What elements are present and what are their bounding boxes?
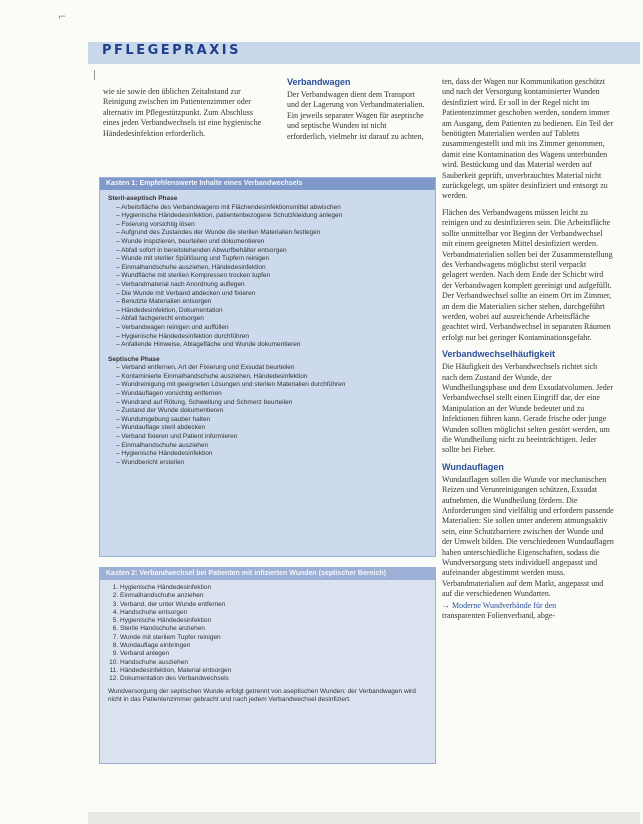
list-item: – Abfall fachgerecht entsorgen [116, 315, 427, 324]
section-heading-haeufigkeit: Verbandwechselhäufigkeit [442, 349, 556, 360]
list-item: – Benutzte Materialien entsorgen [116, 298, 427, 307]
box1-list-2 [108, 364, 427, 467]
corner-mark: ⌐ [58, 12, 67, 23]
col1-paragraph: wie sie sowie den üblichen Zeitabstand zur Reinigung zwischen im Patientenzimmer oder alternativ im Pflegestützpunkt. Zum Abschluss eines jeden Verbandwechsels ist eine hygienische Händedesinfektion erforderlich. [103, 87, 262, 138]
list-item: 2. Einmalhandschuhe anziehen [120, 592, 427, 600]
list-item: 1. Hygienische Händedesinfektion [120, 584, 427, 592]
col3-paragraph-5: transparenten Folienverband, abge- [442, 611, 556, 621]
list-item: 11. Händedesinfektion, Material entsorgen [120, 667, 427, 675]
list-item: 10. Handschuhe ausziehen [120, 659, 427, 667]
list-item: – Wundauflagen vorsichtig entfernen [116, 390, 427, 399]
list-item: – Kontaminierte Einmalhandschuhe ausziehen, Händedesinfektion [116, 373, 427, 382]
box2-list [108, 584, 427, 684]
col3-paragraph-4: Wundauflagen sollen die Wunde vor mechanischen Reizen und Verunreinigungen schützen, Exsudat aufnehmen, die Wundheilung fördern. Die Anforderungen sind vielfältig und erfordern passende Materialien: Sie sollen unter anderem atmungsaktiv sein, eine Schutzbarriere zwischen der Wunde und der Umwelt bilden. Die verschiedenen Wundauflagen haben unterschiedliche Eigenschaften, sodass die Wundversorgung stets individuell angepasst und aufeinander abgestimmt werden muss. Verbandmaterialien auf dem Markt, angepasst und auf die verschiedenen Wundarten. [442, 474, 614, 599]
page-header-title: PFLEGEPRAXIS [102, 43, 241, 58]
list-item: 5. Hygienische Händedesinfektion [120, 617, 427, 625]
divider [94, 70, 95, 80]
info-box-2 [99, 567, 436, 764]
list-item: – Anfallende Hinweise, Ablagefläche und Wunde dokumentieren [116, 341, 427, 350]
box1-list-1 [108, 204, 427, 350]
list-item: – Einmalhandschuhe ausziehen [116, 442, 427, 451]
col3-paragraph-3: Die Häufigkeit des Verbandwechsels richtet sich nach dem Zustand der Wunde, der Wundheilungsphase und dem Exsudatvolumen. Jeder Verbandwechsel stellt einen Eingriff dar, der eine Manipulation an der Wunde bedeutet und zu Infektionen führen kann. Gerade frische oder junge Wunden sollten möglichst selten gestört werden, um die Wundheilung nicht zu beeinträchtigen. Jeder sollte bei Fieber. [442, 362, 613, 455]
col3-paragraph-2: Flächen des Verbandwagens müssen leicht zu reinigen und zu desinfizieren sein. Die Arbeitsfläche sollte unmittelbar vor Beginn der Verbandwechsel mit einem geeigneten Mittel desinfiziert werden. Verbandmaterialien sollen bei der Zusammenstellung des Verbandwagens möglichst steril verpackt gelagert werden. Nach dem Ende der Schicht wird der Verbandwagen komplett gereinigt und aufgefüllt. Der Verbandwechsel sollte an einem Ort im Zimmer, an dem die Materialien sicher stehen, durchgeführt werden, wobei auf ausreichende Arbeitsfläche geachtet wird. Verbandwechsel in separaten Räumen erfolgt nur bei geringer Kontaminationsgefahr. [442, 207, 613, 342]
list-item: – Wundbericht erstellen [116, 459, 427, 468]
col2-paragraph: Der Verbandwagen dient dem Transport und der Lagerung von Verbandmaterialien. Ein jeweils separater Wagen für aseptische und septische Wunden ist nicht erforderlich, vielmehr ist darauf zu achten, [287, 90, 425, 141]
info-box-1 [99, 177, 436, 557]
list-item: – Wundumgebung sauber halten [116, 416, 427, 425]
box1-section-1-heading: Steril-aseptisch Phase [108, 195, 178, 202]
info-box-2-footer: Wundversorgung der septischen Wunde erfolgt getrennt von aseptischen Wunden; der Verbandwagen wird nicht in das Patientenzimmer gebracht und nach jedem Verbandwechsel desinfiziert. [108, 687, 416, 703]
list-item: – Fixierung vorsichtig lösen [116, 221, 427, 230]
list-item: – Händedesinfektion, Dokumentation [116, 307, 427, 316]
list-item: – Wunde inspizieren, beurteilen und dokumentieren [116, 238, 427, 247]
info-box-2-body [100, 580, 435, 688]
list-item: – Abfall sofort in bereitstehenden Abwurfbehälter entsorgen [116, 247, 427, 256]
list-item: – Wundrand auf Rötung, Schwellung und Schmerz beurteilen [116, 399, 427, 408]
list-item: – Verbandmaterial nach Anordnung auflegen [116, 281, 427, 290]
section-heading-verbandwagen: Verbandwagen [287, 77, 351, 87]
list-item: – Die Wunde mit Verband abdecken und fixieren [116, 290, 427, 299]
page-bottom-edge [88, 812, 640, 824]
info-box-1-body [100, 190, 435, 470]
list-item: 6. Sterile Handschuhe anziehen [120, 625, 427, 633]
list-item: – Hygienische Händedesinfektion, patientenbezogene Schutzkleidung anlegen [116, 212, 427, 221]
list-item: – Einmalhandschuhe ausziehen, Händedesinfektion [116, 264, 427, 273]
list-item: – Wundfläche mit sterilen Kompressen trocken tupfen [116, 272, 427, 281]
list-item: – Hygienische Händedesinfektion [116, 450, 427, 459]
list-item: 9. Verband anlegen [120, 650, 427, 658]
list-item: 8. Wundauflage einbringen [120, 642, 427, 650]
column-right [442, 77, 614, 622]
list-item: – Hygienische Händedesinfektion durchführen [116, 333, 427, 342]
list-item: 12. Dokumentation des Verbandwechsels [120, 675, 427, 683]
list-item: – Wundreinigung mit geeigneten Lösungen und sterilen Materialien durchführen [116, 381, 427, 390]
list-item: – Arbeitsfläche des Verbandwagens mit Flächendesinfektionsmittel abwischen [116, 204, 427, 213]
list-item: – Verbandwagen reinigen und auffüllen [116, 324, 427, 333]
list-item: – Aufgrund des Zustandes der Wunde die sterilen Materialien festlegen [116, 229, 427, 238]
list-item: – Verband fixieren und Patient informieren [116, 433, 427, 442]
list-item: 7. Wunde mit sterilem Tupfer reinigen [120, 634, 427, 642]
list-item: – Zustand der Wunde dokumentieren [116, 407, 427, 416]
list-item: – Wunde mit steriler Spüllösung und Tupfern reinigen [116, 255, 427, 264]
column-middle [287, 77, 427, 148]
list-item: – Verband entfernen, Art der Fixierung und Exsudat beurteilen [116, 364, 427, 373]
section-heading-wundauflagen: Wundauflagen [442, 461, 504, 472]
list-item: 3. Verband, der unter Wunde entfernen [120, 601, 427, 609]
cross-reference-link[interactable]: → Moderne Wundverbände für den [442, 600, 557, 610]
list-item: – Wundauflage steril abdecken [116, 424, 427, 433]
info-box-2-title: Kasten 2: Verbandwechsel bei Patienten mit infizierten Wunden (septischer Bereich) [100, 568, 435, 580]
column-left [103, 87, 265, 145]
list-item: 4. Handschuhe entsorgen [120, 609, 427, 617]
col3-paragraph-1: ten, dass der Wagen nur Kommunikation geschützt und nach der Versorgung kontaminierter Wunden desinfiziert wird. Er soll in der Regel nicht im Patientenzimmer geschoben werden, sondern immer am Ausgang, dem Patienten zu bedienen. Ein Teil der benötigten Materialien werden auf Tabletts zusammengestellt und mit ins Zimmer genommen, damit eine Kontamination des Wagens unterbunden wird. Bestückung und das Material werden auf Sauberkeit geprüft, unverbrauchtes Material nicht zurückgelegt, um später desinfiziert und entsorgt zu werden. [442, 77, 614, 201]
info-box-1-title: Kasten 1: Empfehlenswerte Inhalte eines Verbandwechsels [100, 178, 435, 190]
box1-section-2-heading: Septische Phase [108, 355, 160, 363]
